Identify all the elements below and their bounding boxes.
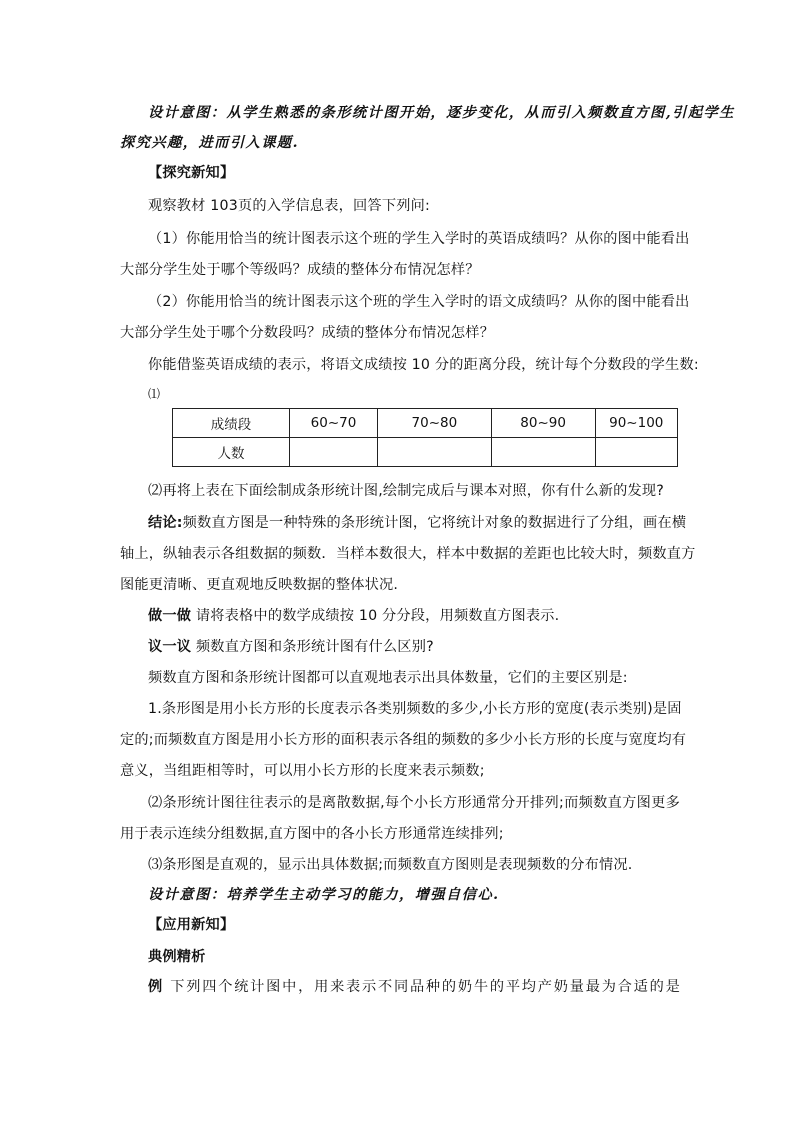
design-intent-1-line-2: 探究兴趣，进而引入课题. bbox=[120, 135, 300, 151]
example-text: 下列四个统计图中，用来表示不同品种的奶牛的平均产奶量最为合适的是 bbox=[163, 979, 680, 995]
discuss-text: 频数直方图和条形统计图有什么区别? bbox=[191, 639, 434, 655]
difference-1-line-3: 意义，当组距相等时，可以用小长方形的长度来表示频数; bbox=[120, 763, 485, 779]
difference-2-line-2: 用于表示连续分组数据,直方图中的各小长方形通常连续排列; bbox=[120, 826, 504, 842]
section-heading-apply: 【应用新知】 bbox=[148, 917, 235, 933]
table-cell-empty bbox=[595, 438, 677, 467]
table-cell: 成绩段 bbox=[173, 409, 290, 438]
borrow-text: 你能借鉴英语成绩的表示，将语文成绩按 10 分的距离分段，统计每个分数段的学生数: bbox=[148, 357, 699, 373]
conclusion-label: 结论: bbox=[148, 515, 183, 531]
question-2-line-2: 大部分学生处于哪个分数段吗？成绩的整体分布情况怎样？ bbox=[120, 325, 495, 341]
try-it-text: 请将表格中的数学成绩按 10 分分段，用频数直方图表示. bbox=[191, 608, 560, 624]
try-it-label: 做一做 bbox=[148, 608, 192, 624]
difference-3: ⑶条形图是直观的，显示出具体数据;而频数直方图则是表现频数的分布情况. bbox=[148, 857, 633, 873]
table-cell-empty bbox=[289, 438, 377, 467]
table-cell: 70~80 bbox=[378, 409, 492, 438]
difference-1-line-2: 定的;而频数直方图是用小长方形的面积表示各组的频数的多少小长方形的长度与宽度均有 bbox=[120, 732, 687, 748]
difference-2-line-1: ⑵条形统计图往往表示的是离散数据,每个小长方形通常分开排列;而频数直方图更多 bbox=[148, 795, 680, 811]
score-table bbox=[172, 408, 678, 467]
discuss-label: 议一议 bbox=[148, 639, 192, 655]
table-label: ⑴ bbox=[148, 387, 161, 401]
table-cell: 60~70 bbox=[289, 409, 377, 438]
try-it-line bbox=[148, 606, 680, 626]
conclusion-line-1 bbox=[148, 513, 687, 533]
example-label: 例 bbox=[148, 979, 164, 995]
design-intent-1-line-1: 设计意图：从学生熟悉的条形统计图开始，逐步变化，从而引入频数直方图,引起学生 bbox=[148, 105, 735, 121]
difference-intro: 频数直方图和条形统计图都可以直观地表示出具体数量，它们的主要区别是: bbox=[148, 670, 628, 686]
table-cell-empty bbox=[491, 438, 595, 467]
conclusion-line-2: 轴上，纵轴表示各组数据的频数．当样本数很大，样本中数据的差距也比较大时，频数直方 bbox=[120, 546, 696, 562]
difference-1-line-1: 1.条形图是用小长方形的长度表示各类别频数的多少,小长方形的宽度(表示类别)是固 bbox=[148, 701, 682, 717]
design-intent-2: 设计意图：培养学生主动学习的能力，增强自信心. bbox=[148, 887, 500, 903]
question-1-line-1: （1）你能用恰当的统计图表示这个班的学生入学时的英语成绩吗？从你的图中能看出 bbox=[148, 231, 690, 247]
table-cell: 人数 bbox=[173, 438, 290, 467]
discuss-line bbox=[148, 637, 680, 657]
observe-text: 观察教材 103页的入学信息表，回答下列问: bbox=[148, 198, 430, 214]
conclusion-line-3: 图能更清晰、更直观地反映数据的整体状况. bbox=[120, 577, 399, 593]
example-line bbox=[148, 977, 680, 997]
table-cell-empty bbox=[378, 438, 492, 467]
section-heading-explore: 【探究新知】 bbox=[148, 165, 235, 181]
question-1-line-2: 大部分学生处于哪个等级吗？成绩的整体分布情况怎样？ bbox=[120, 262, 480, 278]
table-cell: 80~90 bbox=[491, 409, 595, 438]
example-heading: 典例精析 bbox=[148, 949, 206, 965]
table-row bbox=[173, 438, 678, 467]
question-2-line-1: （2）你能用恰当的统计图表示这个班的学生入学时的语文成绩吗？从你的图中能看出 bbox=[148, 294, 690, 310]
table-cell: 90~100 bbox=[595, 409, 677, 438]
step-2-text: ⑵再将上表在下面绘制成条形统计图,绘制完成后与课本对照，你有什么新的发现? bbox=[148, 483, 665, 499]
conclusion-text-1: 频数直方图是一种特殊的条形统计图，它将统计对象的数据进行了分组，画在横 bbox=[182, 515, 687, 531]
table-header-row bbox=[173, 409, 678, 438]
